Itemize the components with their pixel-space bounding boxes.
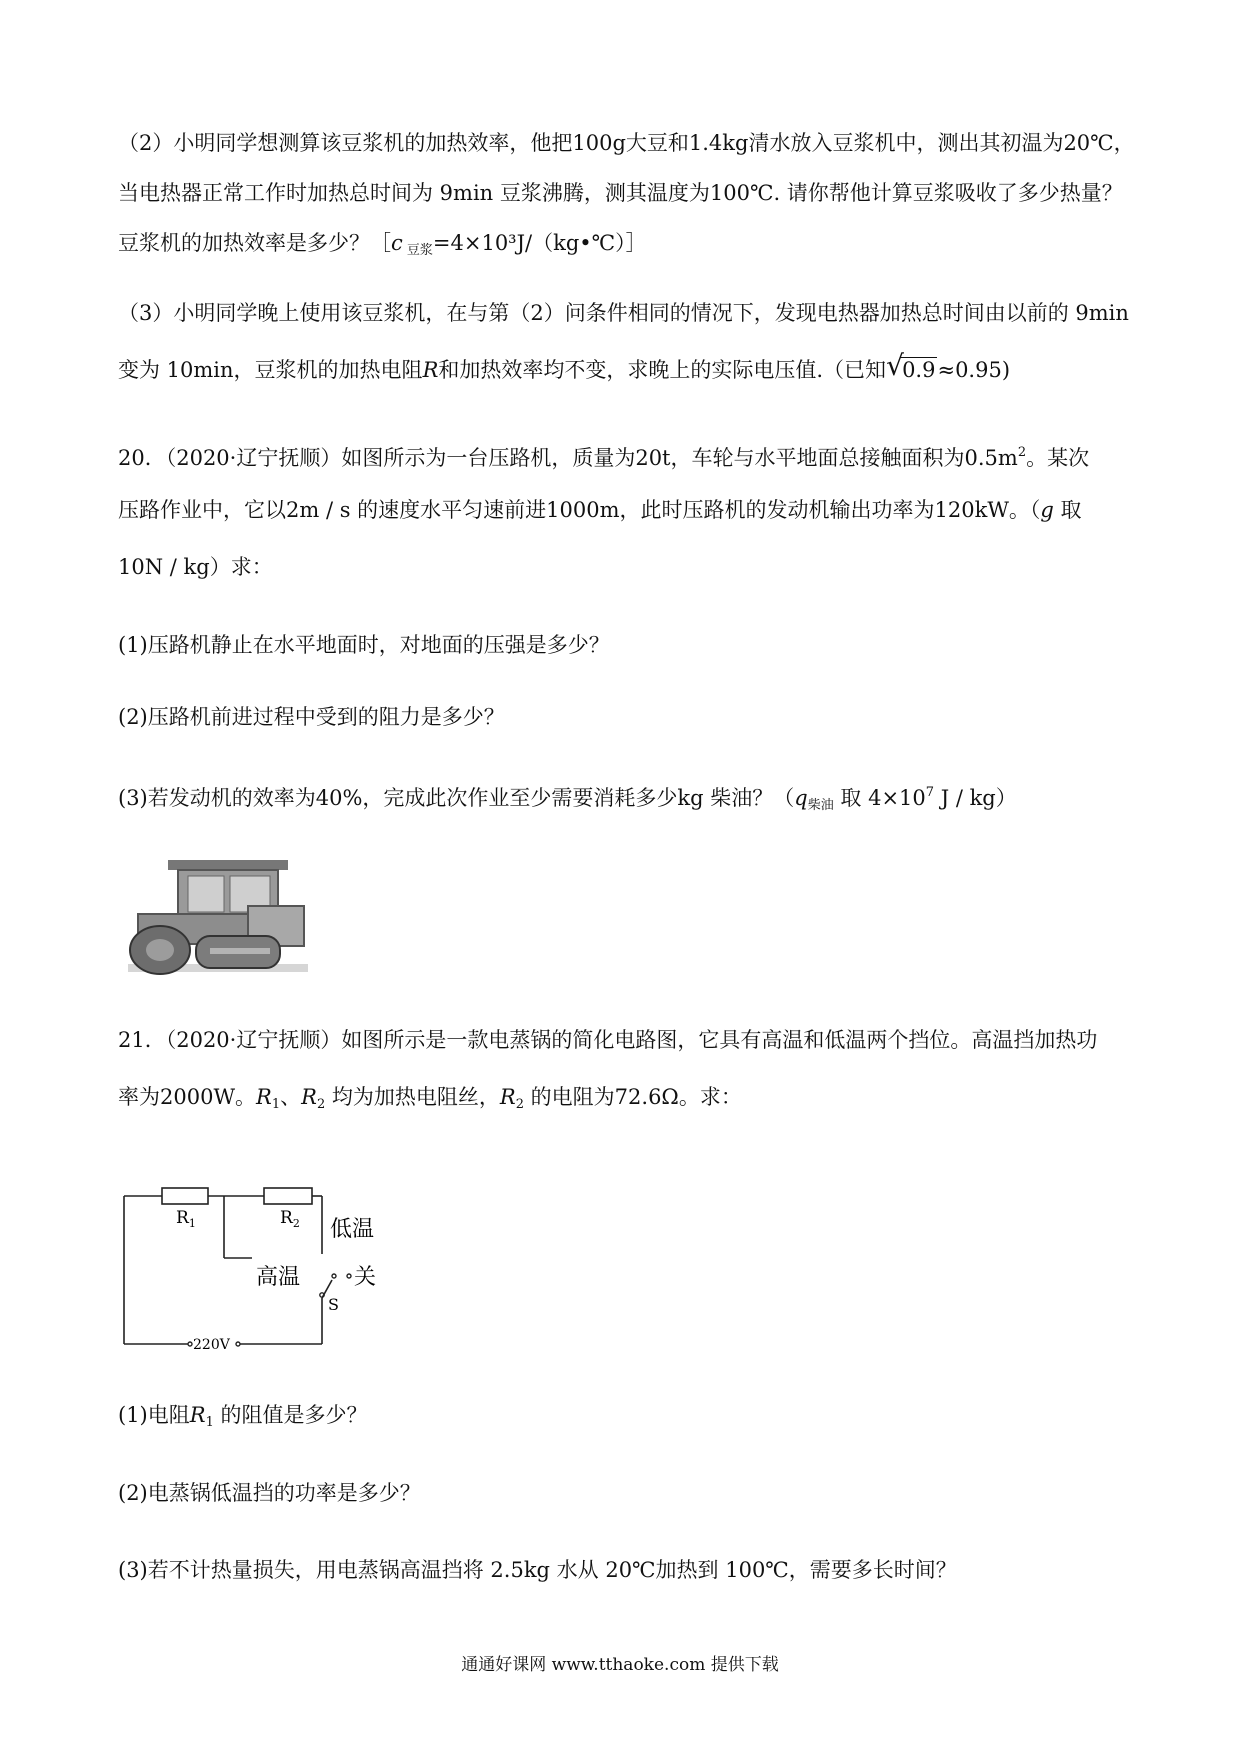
q19-part3-line1: （3）小明同学晚上使用该豆浆机，在与第（2）问条件相同的情况下，发现电热器加热总时间由以前的 9min xyxy=(118,301,1129,325)
high-temp-label: 高温 xyxy=(256,1265,301,1290)
sub: 1 xyxy=(271,1097,281,1112)
text: 20．（2020·辽宁抚顺）如图所示为一台压路机，质量为20t，车轮与水平地面总接触面积为0.5m xyxy=(118,446,1018,470)
radicand: 0.9 xyxy=(902,358,936,382)
text: 率为2000W。 xyxy=(118,1085,257,1109)
q20-sub3 xyxy=(118,778,1017,821)
q21-sub1 xyxy=(118,1400,368,1438)
text: 取 xyxy=(1053,498,1082,522)
q21-sub2: (2)电蒸锅低温挡的功率是多少？ xyxy=(118,1481,421,1505)
switch-label: S xyxy=(328,1295,339,1314)
r1-label: $R_1$ xyxy=(176,1208,196,1230)
var-R: R xyxy=(422,358,439,382)
text: (3)若发动机的效率为40%，完成此次作业至少需要消耗多少kg 柴油？（ xyxy=(118,786,795,810)
q20-line3: 10N / kg）求： xyxy=(118,555,273,579)
var-R2: R xyxy=(499,1085,516,1109)
text: (1)电阻 xyxy=(118,1403,190,1427)
text: =4×10³J/（kg•℃）］ xyxy=(432,231,647,255)
var-g: g xyxy=(1040,498,1054,522)
text: 的阻值是多少？ xyxy=(213,1403,368,1427)
var-c: c xyxy=(391,231,403,255)
terminal-icon xyxy=(188,1342,192,1346)
var-R2: R xyxy=(301,1085,317,1109)
sub-diesel: 柴油 xyxy=(807,798,834,813)
q19-part2-line1: （2）小明同学想测算该豆浆机的加热效率，他把100g大豆和1.4kg清水放入豆浆机中，测出其初温为20℃， xyxy=(118,131,1135,155)
text: 和加热效率均不变，求晚上的实际电压值.（已知 xyxy=(438,358,887,382)
text: 。某次 xyxy=(1026,446,1090,470)
var-R1: R xyxy=(189,1403,206,1427)
r2-label: $R_2$ xyxy=(280,1208,300,1230)
text: 、 xyxy=(280,1085,302,1109)
text: ≈0.95) xyxy=(937,358,1011,382)
var-R1: R xyxy=(256,1085,272,1109)
sqrt-expression xyxy=(886,349,937,385)
q19-part2-line2: 当电热器正常工作时加热总时间为 9min 豆浆沸腾，测其温度为100℃. 请你帮他计算豆浆吸收了多少热量？ xyxy=(118,181,1123,205)
switch-contact-icon xyxy=(332,1274,336,1278)
text: 取 4×10 xyxy=(833,786,926,810)
var-q: q xyxy=(794,786,808,810)
voltage-label: 220V xyxy=(193,1337,230,1350)
sub: 2 xyxy=(316,1097,326,1112)
sqrt-sign-icon: √ xyxy=(886,349,904,382)
switch-contact-icon xyxy=(347,1274,351,1278)
switch-pivot-icon xyxy=(320,1293,324,1297)
text: 变为 10min，豆浆机的加热电阻 xyxy=(118,358,423,382)
text: 均为加热电阻丝， xyxy=(325,1085,500,1109)
terminal-icon xyxy=(236,1342,240,1346)
q21-line2 xyxy=(118,1082,742,1120)
sup: 2 xyxy=(1017,445,1027,460)
sup: 7 xyxy=(925,785,935,800)
sub-soymilk: 豆浆 xyxy=(402,243,433,258)
text: 的电阻为72.6Ω。求： xyxy=(524,1085,742,1109)
text: J / kg） xyxy=(934,786,1017,810)
q20-sub1: (1)压路机静止在水平地面时，对地面的压强是多少？ xyxy=(118,633,610,657)
text: 豆浆机的加热效率是多少？［ xyxy=(118,231,391,255)
text: 压路作业中，它以2m / s 的速度水平匀速前进1000m，此时压路机的发动机输出功率为120kW。（ xyxy=(118,498,1041,522)
off-label: 关 xyxy=(354,1265,377,1290)
q20-line1 xyxy=(118,438,1089,473)
q21-line1: 21．（2020·辽宁抚顺）如图所示是一款电蒸锅的简化电路图，它具有高温和低温两个挡位。高温挡加热功 xyxy=(118,1028,1098,1052)
q19-part2-line3 xyxy=(118,228,647,266)
q20-line2 xyxy=(118,495,1082,525)
circuit-diagram xyxy=(118,1178,438,1350)
q21-sub3: (3)若不计热量损失，用电蒸锅高温挡将 2.5kg 水从 20℃加热到 100℃，需要多长时间？ xyxy=(118,1558,957,1582)
sub: 2 xyxy=(515,1097,524,1112)
q20-sub2: (2)压路机前进过程中受到的阻力是多少？ xyxy=(118,705,505,729)
road-roller-photo xyxy=(118,852,314,984)
low-temp-label: 低温 xyxy=(330,1217,375,1242)
page-footer: 通通好课网 www.tthaoke.com 提供下载 xyxy=(461,1655,779,1675)
q19-part3-line2 xyxy=(118,349,1011,385)
sub: 1 xyxy=(205,1415,214,1430)
